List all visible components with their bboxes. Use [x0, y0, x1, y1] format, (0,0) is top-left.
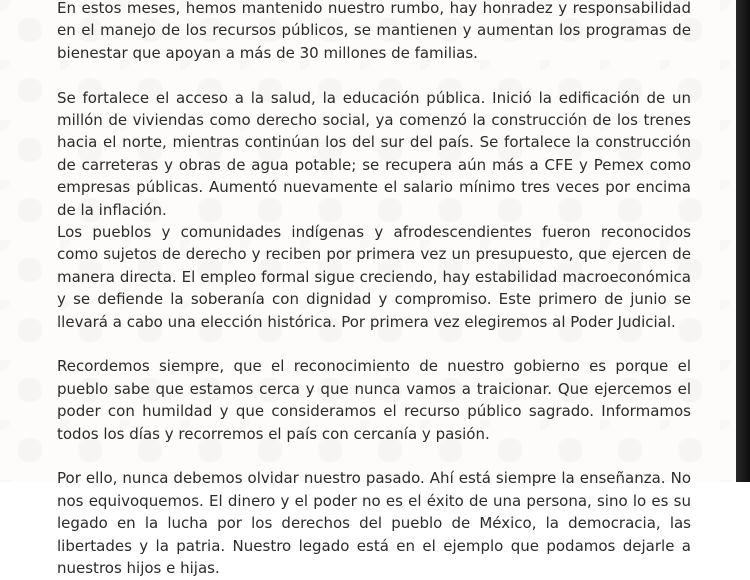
paragraph-public-services: Se fortalece el acceso a la salud, la educación pública. Inició la edificación de un millón de viviendas como derecho social, ya comenzó la construcción de los trenes hacia el norte, mientras continúan los del sur del país. Se fortalece la construcción de carreteras y obras de agua potable; se recupera aún más a CFE y Pemex como empresas públicas. Aumentó nuevamente el salario mínimo tres veces por encima de la inflación. [57, 88, 691, 219]
document-body [57, 0, 691, 580]
paragraph-gap [57, 64, 691, 86]
paragraph-legacy: Por ello, nunca debemos olvidar nuestro pasado. Ahí está siempre la enseñanza. No nos equivoquemos. El dinero y el poder no es el éxito de una persona, sino lo es su legado en la lucha por los derechos del pueblo de México, la democracia, las libertades y la patria. Nuestro legado está en el ejemplo que podamos dejarle a nuestros hijos e hijas. [57, 469, 691, 578]
window-edge [736, 0, 750, 482]
paragraph-achievements: En estos meses, hemos mantenido nuestro rumbo, hay honradez y responsabilidad en el manejo de los recursos públicos, se mantienen y aumentan los programas de bienestar que apoyan a más de 30 millones de familias. [57, 0, 691, 62]
paragraph-gap [57, 445, 691, 467]
paragraph-recognition: Recordemos siempre, que el reconocimiento de nuestro gobierno es porque el pueblo sabe que estamos cerca y que nunca vamos a traicionar. Que ejercemos el poder con humildad y que consideramos el recurso público sagrado. Informamos todos los días y recorremos el país con cercanía y pasión. [57, 357, 691, 443]
paragraph-gap [57, 333, 691, 355]
paragraph-indigenous-communities: Los pueblos y comunidades indígenas y afrodescendientes fueron reconocidos como sujetos de derecho y reciben por primera vez un presupuesto, que ejercen de manera directa. El empleo formal sigue creciendo, hay estabilidad macroeconómica y se defiende la soberanía con dignidad y compromiso. Este primero de junio se llevará a cabo una elección histórica. Por primera vez elegiremos al Poder Judicial. [57, 223, 691, 331]
